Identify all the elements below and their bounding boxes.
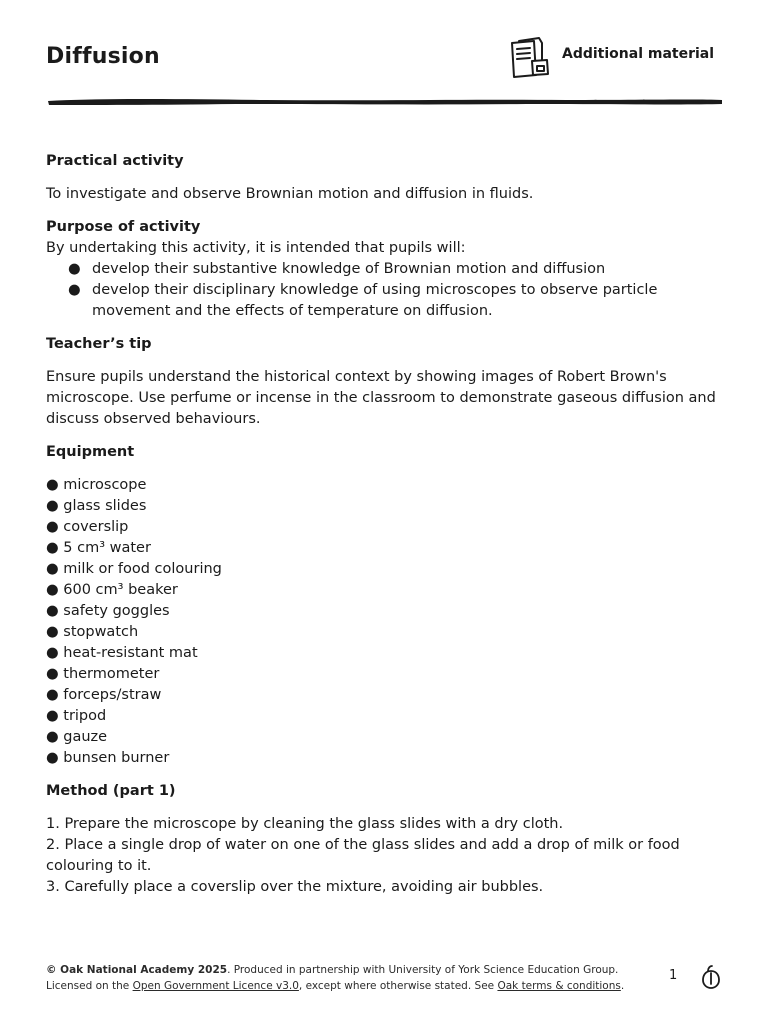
header-divider [46,95,724,109]
list-item: ● 600 cm³ beaker [46,582,178,598]
footer-line-2: Licensed on the Open Government Licence v3.0, except where otherwise stated. See Oak terms & conditions. [46,980,625,992]
list-item: 1. Prepare the microscope by cleaning the glass slides with a dry cloth. [46,816,564,832]
licence-link[interactable]: Open Government Licence v3.0 [132,980,299,992]
list-item: ● bunsen burner [46,750,170,766]
list-item: ● heat-resistant mat [46,645,198,661]
terms-link[interactable]: Oak terms & conditions [497,980,621,992]
equipment-list [46,475,726,769]
page-number: 1 [669,968,678,983]
list-item: 2. Place a single drop of water on one of the glass slides and add a drop of milk or food colouring to it. [46,837,680,874]
purpose-intro: By undertaking this activity, it is intended that pupils will: [46,240,466,256]
list-item: ● tripod [46,708,107,724]
tip-heading: Teacher’s tip [46,336,152,352]
list-item: ● gauze [46,729,108,745]
method-steps [46,814,726,898]
list-item: ● coverslip [46,519,129,535]
practical-text: To investigate and observe Brownian motion and diffusion in fluids. [46,186,534,202]
footer-line-1: © Oak National Academy 2025. Produced in partnership with University of York Science Education Group. [46,964,619,976]
list-item: ● develop their disciplinary knowledge of using microscopes to observe particle movement and the effects of temperature on diffusion. [68,282,658,319]
list-item: ● glass slides [46,498,147,514]
purpose-heading: Purpose of activity [46,219,201,235]
equipment-heading: Equipment [46,444,135,460]
list-item: ● stopwatch [46,624,139,640]
list-item: ● thermometer [46,666,160,682]
method-heading: Method (part 1) [46,783,176,799]
list-item: ● develop their substantive knowledge of Brownian motion and diffusion [68,261,606,277]
material-type-label: Additional material [562,46,715,62]
oak-acorn-logo-icon [700,964,722,990]
list-item: ● forceps/straw [46,687,162,703]
practical-heading: Practical activity [46,153,184,169]
list-item: ● microscope [46,477,147,493]
documents-icon [508,35,552,79]
list-item: ● safety goggles [46,603,170,619]
footer [46,962,646,994]
copyright: © Oak National Academy 2025 [46,964,228,976]
purpose-list [46,259,726,322]
list-item: ● milk or food colouring [46,561,222,577]
page-title: Diffusion [46,44,160,69]
list-item: 3. Carefully place a coverslip over the mixture, avoiding air bubbles. [46,879,544,895]
main-content [46,151,726,898]
tip-text: Ensure pupils understand the historical context by showing images of Robert Brown's microscope. Use perfume or incense in the classroom to demonstrate gaseous diffusion and discuss observed behaviours. [46,369,716,427]
list-item: ● 5 cm³ water [46,540,151,556]
